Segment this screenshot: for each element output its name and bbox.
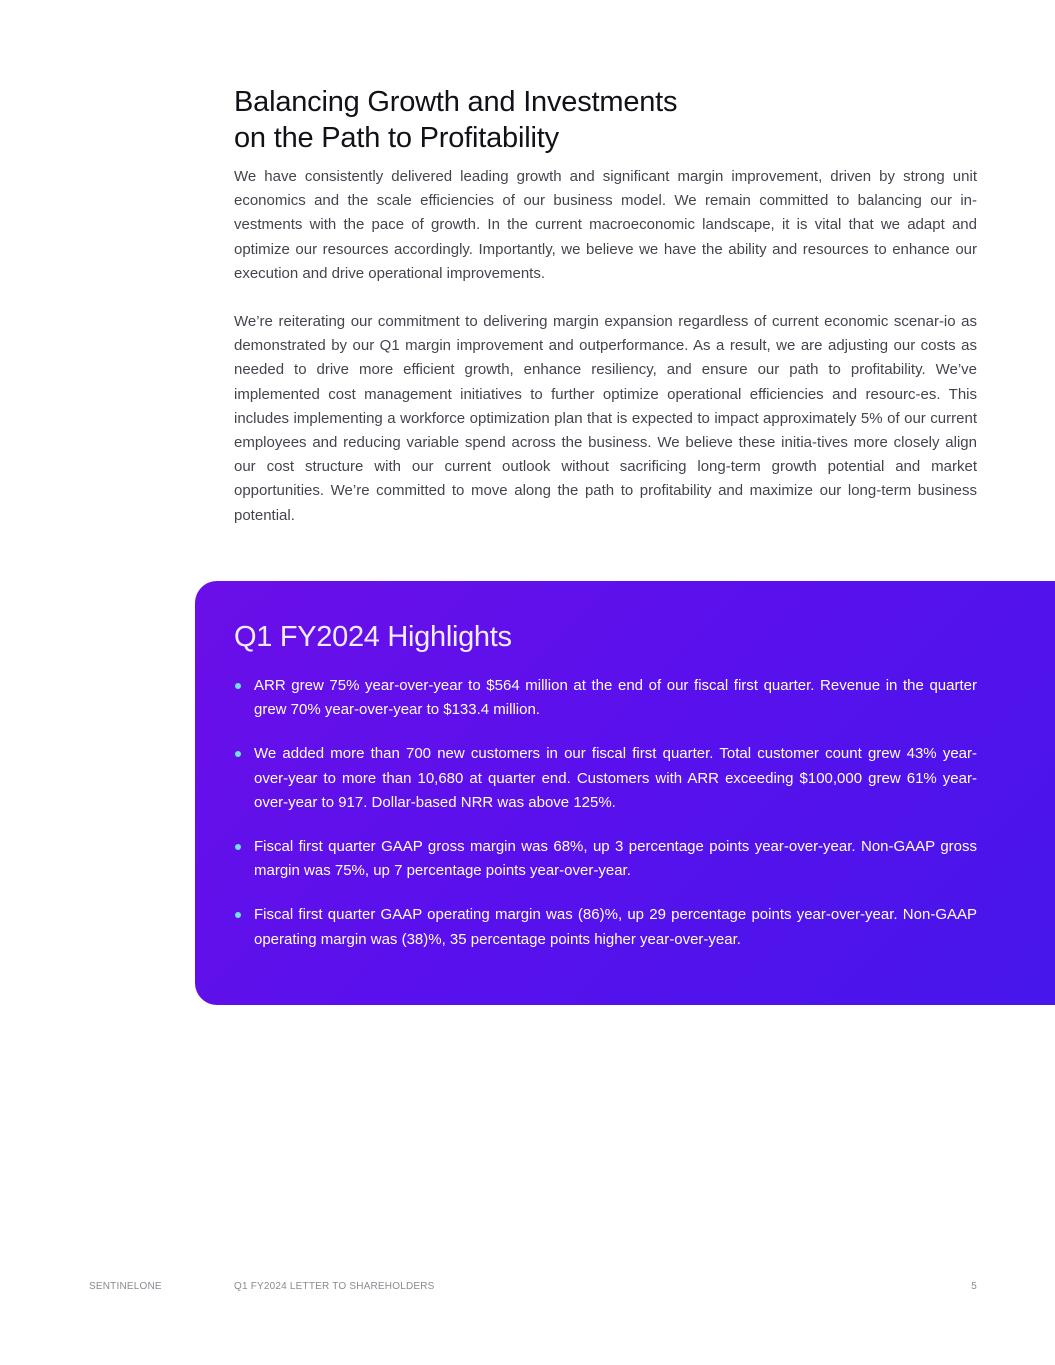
- bullet-dot-icon: [235, 683, 241, 689]
- footer-document-title: Q1 FY2024 LETTER TO SHAREHOLDERS: [234, 1281, 435, 1292]
- bullet-dot-icon: [235, 912, 241, 918]
- bullet-dot-icon: [235, 844, 241, 850]
- highlight-item-gross-margin: [234, 835, 977, 883]
- bullet-dot-icon: [235, 751, 241, 757]
- body-paragraph-2: We’re reiterating our commitment to delivering margin expansion regardless of current economic scenar-io as demonstrated by our Q1 margin improvement and outperformance. As a result, we are adjusting our costs as needed to drive more efficient growth, enhance resiliency, and ensure our path to profitability. We’ve implemented cost management initiatives to further optimize operational efficiencies and resourc-es. This includes implementing a workforce optimization plan that is expected to impact approximately 5% of our current employees and reducing variable spend across the business. We believe these initia-tives more closely align our cost structure with our current outlook without sacrificing long-term growth potential and market opportunities. We’re committed to move along the path to profitability and maximize our long-term business potential.: [234, 313, 977, 524]
- highlights-title: Q1 FY2024 Highlights: [234, 621, 512, 653]
- highlight-item-customers: [234, 742, 977, 815]
- highlights-panel: [195, 581, 1055, 1005]
- section-title-line-1: Balancing Growth and Investments: [234, 86, 678, 118]
- highlight-text: Fiscal first quarter GAAP operating margin was (86)%, up 29 percentage points year-over-year. Non-GAAP operating margin was (38)%, 35 percentage points higher year-over-year.: [254, 906, 977, 948]
- body-paragraph-1: We have consistently delivered leading growth and significant margin improvement, driven by strong unit economics and the scale efficiencies of our business model. We remain committed to balancing our in-vestments with the pace of growth. In the current macroeconomic landscape, it is vital that we adapt and optimize our resources accordingly. Importantly, we believe we have the ability and resources to enhance our execution and drive operational improvements.: [234, 168, 977, 282]
- highlight-text: Fiscal first quarter GAAP gross margin was 68%, up 3 percentage points year-over-year. Non-GAAP gross margin was 75%, up 7 percentage points year-over-year.: [254, 838, 977, 880]
- footer-brand: SENTINELONE: [89, 1281, 162, 1292]
- highlight-text: ARR grew 75% year-over-year to $564 million at the end of our fiscal first quarter. Revenue in the quarter grew 70% year-over-year to $133.4 million.: [254, 677, 977, 719]
- highlights-list: [234, 674, 977, 972]
- footer-page-number: 5: [971, 1281, 977, 1292]
- highlight-text: We added more than 700 new customers in our fiscal first quarter. Total customer count grew 43% year-over-year to more than 10,680 at quarter end. Customers with ARR exceeding $100,000 grew 61% year-over-year to 917. Dollar-based NRR was above 125%.: [254, 745, 977, 811]
- highlight-item-operating-margin: [234, 903, 977, 951]
- section-title: [234, 84, 834, 156]
- section-title-line-2: on the Path to Profitability: [234, 122, 559, 154]
- highlight-item-arr: [234, 674, 977, 722]
